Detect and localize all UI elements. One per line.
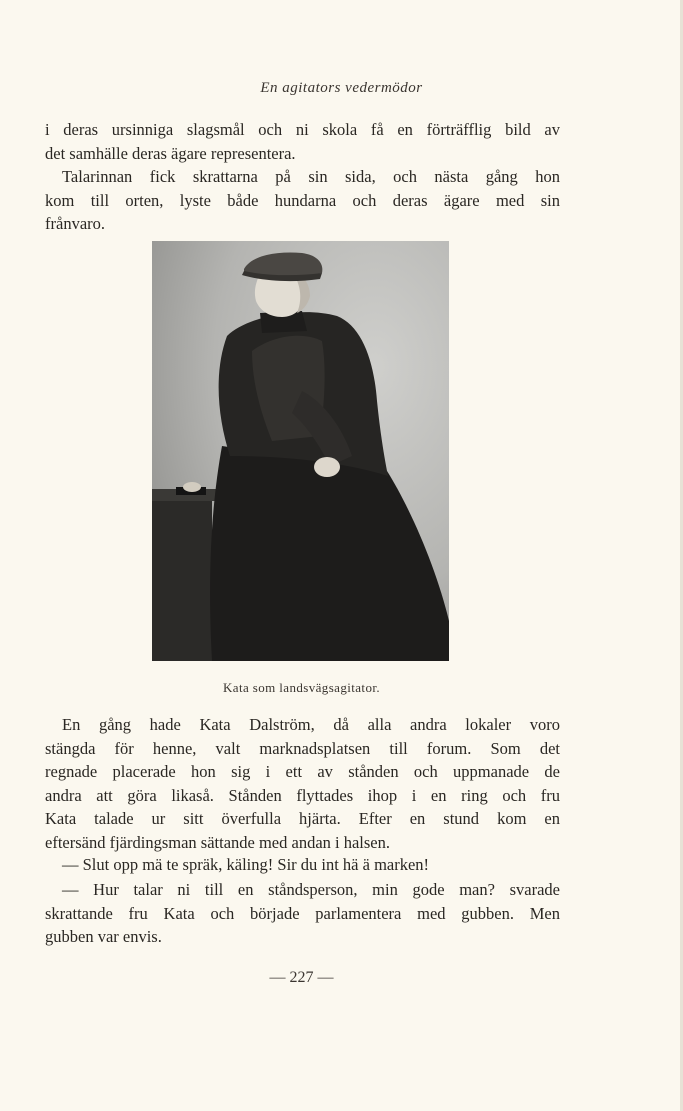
- paragraph-2: [45, 165, 560, 236]
- text-line: — Hur talar ni till en ståndsperson, min gode man? svarade: [62, 880, 560, 899]
- paragraph-1: [45, 118, 560, 165]
- paragraph-3: [45, 713, 560, 855]
- text-line: regnade placerade hon sig i ett av stånden och uppmanade de: [45, 762, 560, 782]
- running-head: En agitators vedermödor: [260, 80, 423, 96]
- portrait-photo: [152, 241, 449, 661]
- portrait-photo-icon: [152, 241, 449, 661]
- photo-caption: Kata som landsvägsagitator.: [222, 680, 381, 695]
- text-line: kom till orten, lyste både hundarna och deras ägare med sin: [45, 190, 560, 210]
- paragraph-4: [45, 853, 560, 877]
- page-number: — 227 —: [269, 969, 334, 986]
- text-line: frånvaro.: [45, 214, 106, 234]
- text-line: skrattande fru Kata och började parlamentera med gubben. Men: [45, 903, 560, 923]
- text-line: stängda för henne, valt marknadsplatsen till forum. Som det: [45, 738, 560, 758]
- text-line: — Slut opp mä te spräk, käling! Sir du int hä ä marken!: [62, 855, 430, 874]
- text-line: eftersänd fjärdingsman sättande med andan i halsen.: [45, 832, 391, 852]
- paragraph-5: [45, 878, 560, 949]
- text-line: gubben var envis.: [45, 927, 162, 947]
- text-line: andra att göra likaså. Stånden flyttades ihop i en ring och fru: [45, 785, 560, 805]
- text-line: i deras ursinniga slagsmål och ni skola få en förträfflig bild av: [45, 120, 560, 139]
- text-line: det samhälle deras ägare representera.: [45, 143, 296, 163]
- text-line: En gång hade Kata Dalström, då alla andra lokaler voro: [62, 715, 560, 734]
- text-line: Talarinnan fick skrattarna på sin sida, och nästa gång hon: [62, 167, 560, 186]
- text-line: Kata talade ur sitt överfulla hjärta. Efter en stund kom en: [45, 809, 560, 829]
